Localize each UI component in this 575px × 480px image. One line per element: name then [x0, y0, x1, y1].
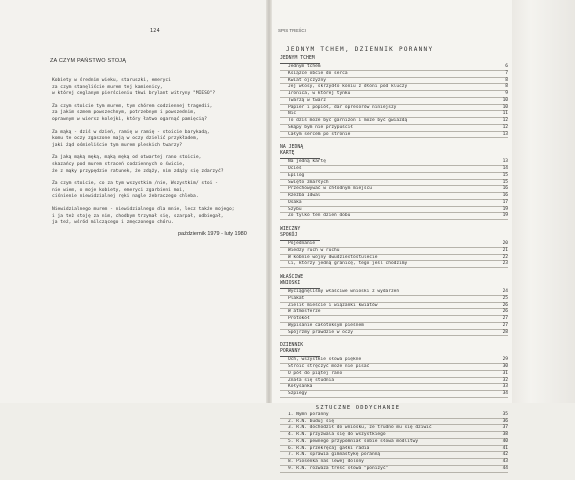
toc-entry-page: 40 [502, 438, 508, 444]
toc-title: JEDNYM TCHEM, DZIENNIK PORANNY [286, 46, 434, 53]
toc-entry-page: 26 [502, 309, 508, 315]
toc-entry-title: 1. Nymn poranny [288, 411, 329, 417]
toc-entry-page: 10 [502, 97, 508, 103]
toc-entry-page: 27 [502, 322, 508, 328]
toc-entry-title: Plakat [288, 295, 305, 301]
toc-entry-title: Szpiegy [288, 391, 307, 396]
toc-entry-title: To dziś może być garnizon i może być gwiazdą [288, 118, 408, 123]
toc-entry [280, 391, 508, 398]
toc-entry [280, 186, 508, 193]
toc-entry-page: 19 [502, 213, 508, 219]
toc-entry-page: 19 [502, 206, 508, 212]
poem-line: ja też, wśród milczącego i zmęczonego chóru. [52, 220, 174, 226]
toc-entry [280, 248, 508, 255]
toc-entry-title: Ironica, w której tynku [288, 91, 351, 96]
toc-entry-title: 2. R.N. buduj się [288, 418, 335, 424]
toc-entry-title: Stroić stręczyć może nie pisać [288, 364, 370, 369]
poem-line: komu te oczy zgaszone mają w oczy dzielić przykładem, [52, 136, 199, 142]
toc-entry [280, 213, 508, 220]
poem-line: ciśnienie niewidzialnej ręki nagle żebraczego chleba. [52, 194, 199, 200]
toc-entry-page: 13 [502, 159, 508, 165]
toc-entry-page: 43 [502, 459, 508, 464]
toc-entry-title: Wiedzy ruch w ruchu [288, 247, 340, 253]
poem-stanza [52, 207, 264, 227]
poem-line: i ja też stoję za nim, chodbym trzymał się, szarpał, odbiegał, [52, 213, 224, 219]
toc-entry-title: Epilog [288, 172, 305, 178]
poem-line: Za czym stoicie, co za tym wszystkim /nie, Wszystkim/ stoi - [52, 181, 218, 187]
toc-entry-page: 41 [502, 445, 508, 451]
toc-entry-title: Całym sercem po stronie [288, 131, 351, 137]
toc-entry [280, 255, 508, 262]
poem-line: nie wiem, o moje kobiety, emeryci zgarbieni moi, [52, 187, 185, 193]
poem-line: Niewidzialnego murem - niewidzialnego dla mnie, lecz także mojego; [52, 206, 235, 212]
toc-entry [280, 118, 508, 125]
toc-entry-title: Przechowywać w chłodnym miejscu [288, 186, 372, 192]
toc-entry [280, 378, 508, 385]
toc-entry [280, 452, 508, 459]
toc-entry-title: Zo tylko ten dzień dobu [288, 213, 351, 219]
poem-stanza [52, 155, 264, 175]
toc-entry-title: 8. Piosenka nas lewej dolony [288, 459, 364, 464]
toc-section [280, 56, 508, 138]
toc-entry [280, 432, 508, 439]
toc-entry-title: Jej włosy, skrzydło koniu z dłoni pod kluczy [288, 84, 408, 90]
toc-entry-page: 37 [502, 425, 508, 431]
toc-entry [280, 132, 508, 139]
toc-entry-page: 12 [502, 118, 508, 123]
toc-entry [280, 200, 508, 207]
toc-section [280, 343, 508, 398]
toc-entry [280, 289, 508, 296]
toc-entry-title: O pół do piątej rano [288, 370, 343, 376]
toc-entry [280, 364, 508, 371]
toc-entry-page: 20 [502, 241, 508, 246]
poem-line: Kobiety w średnim wieku, staruszki, emeryci [52, 78, 171, 83]
toc-entry-title: W kobnie wojny dwudziestostulecie [288, 254, 378, 260]
toc-entry-page: 6 [505, 64, 508, 69]
toc-entry [280, 173, 508, 180]
poem-stanza [52, 104, 264, 124]
toc-entry-title: Rzeźba Idwal [288, 193, 321, 198]
toc-entry [280, 207, 508, 214]
toc-entry-page: 35 [502, 411, 508, 417]
toc-entry [280, 296, 508, 303]
poem-line: oprawnym w wiersz kolejki, który łatwo ogarnąć pamięcią? [52, 116, 207, 122]
toc-entry-title: Kwiat ojczyzny [288, 77, 326, 83]
toc-entry-page: 13 [502, 131, 508, 137]
poem-line: Za mąką - dziś w dzień, ramię w ramię - stoicie barykadą, [52, 129, 210, 135]
toc-entry [280, 91, 508, 98]
toc-entry [280, 166, 508, 173]
toc-entry-page: 34 [502, 391, 508, 396]
toc-entry-title: Skąpy bym nie przypuścił [288, 124, 354, 130]
toc-entry-title: 6. R.N. przekręcaj gałki radia [288, 445, 370, 451]
toc-entry-title: Spójrzmy prawdzie w oczy [288, 329, 354, 335]
left-page [0, 0, 268, 403]
toc-entry-title: Papier i popiół, dar opresorów niniejszy [288, 104, 397, 110]
toc-entry [280, 303, 508, 310]
toc-entry [280, 111, 508, 118]
toc-entry [280, 357, 508, 364]
poem-stanza [52, 130, 264, 150]
toc-entry-page: 22 [502, 254, 508, 260]
toc-entry [280, 180, 508, 187]
toc-entry [280, 159, 508, 166]
poem-line: za czym stanęliście murem tej kamienicy, [52, 84, 163, 90]
toc-entry [280, 64, 508, 71]
toc-entry-title: Wyciągnęliśmy właściwe wnioski z wydarzeń [288, 289, 400, 294]
toc-entry [280, 419, 508, 426]
toc-entry-page: 44 [502, 465, 508, 471]
table-of-contents [280, 56, 508, 480]
toc-entry [280, 105, 508, 112]
toc-entry-title: W atmosferze [288, 309, 321, 315]
toc-entry [280, 371, 508, 378]
toc-section-title: WIECZNY SPOKÓJ [280, 227, 320, 241]
toc-entry-title: Jednym tchem [288, 64, 321, 69]
toc-entry-page: 33 [502, 384, 508, 390]
toc-entry-page: 26 [502, 302, 508, 308]
toc-entry [280, 84, 508, 91]
toc-entry [280, 446, 508, 453]
toc-entry-page: 23 [502, 261, 508, 267]
toc-entry [280, 78, 508, 85]
poem-stanza [52, 78, 264, 98]
toc-entry-page: 27 [502, 316, 508, 321]
poem-line: Za czym stoicie tym murem, tym chórem codziennej tragedii, [52, 103, 213, 109]
toc-entry-title: Pojednanie [288, 241, 316, 246]
poem-line: że z mąky przypędzie ratunek, że zdąży, nim zdąży się zdarzyć? [52, 168, 224, 174]
toc-entry-page: 8 [505, 84, 508, 90]
toc-section-title: SZTUCZNE ODDYCHANIE [315, 404, 401, 411]
toc-entry-title: Och, wszystkie słowa piękne [288, 357, 362, 363]
poem-line: Za jaką mąką męką, mąką męką od otwartej rano stoicie, [52, 155, 202, 161]
toc-entry-page: 28 [502, 329, 508, 335]
toc-entry [280, 241, 508, 248]
toc-entry-page: 9 [505, 91, 508, 96]
toc-entry-title: Znała się studnia [288, 377, 335, 383]
poem-line: za jakim szmem powszechnym, potrzebnym i powszednim, [52, 110, 196, 116]
toc-entry [280, 459, 508, 466]
toc-section-title: NA JEDNĄ KARTĘ [280, 145, 320, 159]
toc-section [280, 145, 508, 220]
toc-entry-page: 16 [502, 193, 508, 198]
poem-line: w której ceglanym pierścieniu tkwi brylant witryny "MIESO"? [52, 91, 216, 97]
toc-entry-title: Osaka [288, 199, 302, 205]
poem-date: październik 1979 - luty 1980 [178, 231, 247, 237]
toc-section-title: JEDNYM TCHEM [280, 56, 320, 64]
toc-entry [280, 125, 508, 132]
toc-entry-page: 15 [502, 172, 508, 178]
toc-entry-page: 24 [502, 289, 508, 294]
toc-entry-title: Nic [288, 111, 297, 117]
toc-section-title: DZIENNIK PORANNY [280, 343, 320, 357]
toc-section [280, 227, 508, 268]
toc-entry-title: Święto zmarłych [288, 179, 329, 185]
toc-entry [280, 330, 508, 337]
toc-entry [280, 309, 508, 316]
toc-entry-title: 9. R.N. rozważa treść słowa "poniżyć" [288, 465, 389, 471]
toc-entry-page: 42 [502, 452, 508, 458]
toc-header: SPIS TREŚCI [278, 28, 306, 33]
poem-title: ZA CZYM PAŃSTWO STOJĄ [50, 58, 127, 64]
toc-entry [280, 261, 508, 268]
toc-entry-page: 36 [502, 418, 508, 424]
toc-entry-title: 7. R.N. sprawia gimnastykę poranną [288, 452, 381, 458]
toc-entry-page: 16 [502, 186, 508, 192]
poem-stanza [52, 181, 264, 201]
toc-entry [280, 316, 508, 323]
toc-entry-title: 5. R.N. pewnego przypomniał sobie słowa modlitwy [288, 438, 419, 444]
toc-entry-title: Kołysanka [288, 384, 313, 390]
toc-entry [280, 193, 508, 200]
toc-entry-page: 21 [502, 247, 508, 253]
page-edge [512, 0, 575, 403]
toc-entry-title: 4. R.N. przyzwala się do wszystkiego [288, 432, 386, 437]
toc-section [280, 405, 508, 473]
poem-line: skazańcy pod murem straceń codziennych o świcie, [52, 161, 185, 167]
toc-entry [280, 412, 508, 419]
toc-entry-title: Zielił mieście i wiązanki kwiatów [288, 302, 378, 308]
toc-entry [280, 384, 508, 391]
toc-entry-page: 12 [502, 124, 508, 130]
toc-entry-page: 25 [502, 295, 508, 301]
toc-entry-page: 17 [502, 199, 508, 205]
toc-entry-title: Książce obcie do serca [288, 70, 348, 76]
toc-entry [280, 98, 508, 105]
toc-entry-title: Twarzą w twarz [288, 97, 326, 103]
toc-entry-title: Protokół [288, 316, 310, 321]
toc-entry-page: 30 [502, 364, 508, 369]
poem-body [52, 78, 264, 233]
toc-section [280, 275, 508, 336]
toc-entry-page: 29 [502, 357, 508, 363]
page-number: 124 [150, 28, 160, 34]
toc-entry-page: 31 [502, 370, 508, 376]
toc-entry [280, 425, 508, 432]
toc-section-title: WŁAŚCIWE WNIOSKI [280, 275, 320, 289]
toc-entry-title: Wypisanie całotoksym pieśnem [288, 322, 364, 328]
toc-entry-page: 7 [505, 70, 508, 76]
toc-entry [280, 466, 508, 473]
toc-entry-page: 32 [502, 377, 508, 383]
toc-entry [280, 71, 508, 78]
toc-entry [280, 323, 508, 330]
toc-entry-title: Ocieś [288, 166, 302, 171]
poem-line: jaki żąd ośmieliście tym murem pleskich twarzy? [52, 142, 182, 148]
toc-entry-page: 11 [502, 111, 508, 117]
toc-entry [280, 439, 508, 446]
toc-entry-title: Ci, którzy jedną granicę, tego jeśl chodzimy [288, 261, 408, 267]
toc-entry-page: 14 [502, 166, 508, 171]
toc-entry-page: 15 [502, 179, 508, 185]
toc-entry-title: Szybu [288, 206, 302, 212]
toc-entry-page: 38 [502, 432, 508, 437]
toc-entry-page: 10 [502, 104, 508, 110]
toc-entry-title: 3. R.N. dochodził do wniosku, że trudno mu się dziwić [288, 425, 432, 431]
toc-entry-page: 8 [505, 77, 508, 83]
toc-entry-title: Na jedną kartę [288, 159, 326, 165]
